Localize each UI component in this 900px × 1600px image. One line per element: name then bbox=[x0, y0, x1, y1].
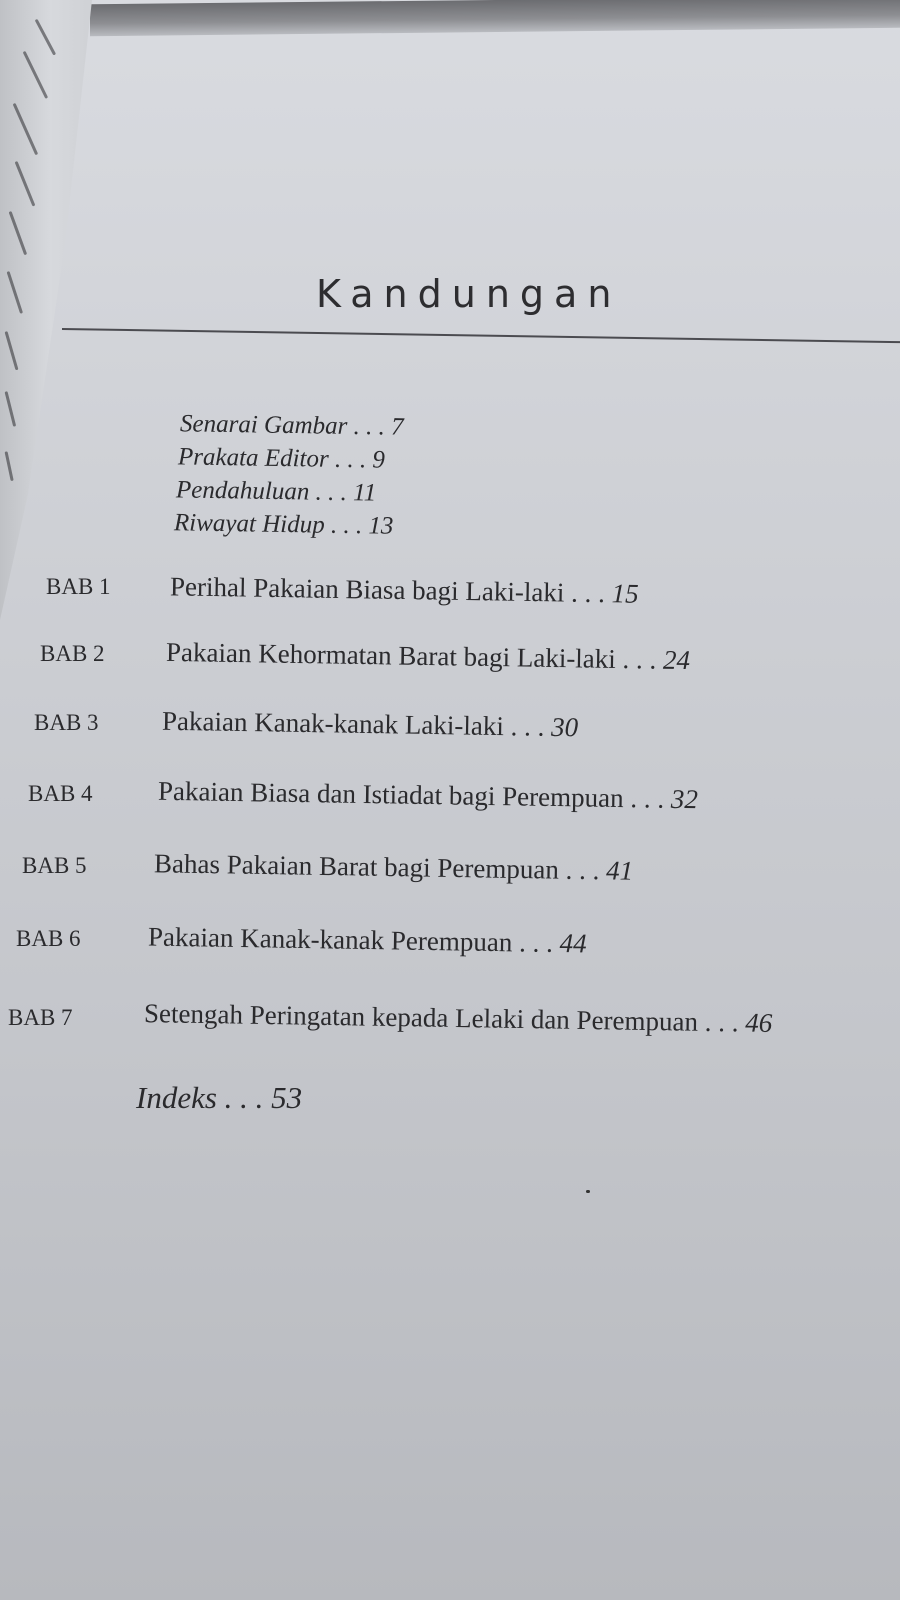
chapter-page-number: 30 bbox=[550, 711, 579, 743]
chapter-label: BAB 6 bbox=[16, 926, 81, 951]
chapter-label: BAB 3 bbox=[34, 710, 99, 735]
chapter-page-number: 44 bbox=[559, 928, 587, 959]
front-matter-entry: Senarai Gambar . . . 7 bbox=[179, 410, 404, 441]
chapter-title-text: Pakaian Kanak-kanak Perempuan . . . bbox=[147, 921, 554, 958]
chapter-title-text: Pakaian Kehormatan Barat bagi Laki-laki . . . bbox=[165, 636, 657, 675]
chapter-title bbox=[148, 922, 587, 960]
chapter-title-text: Bahas Pakaian Barat bagi Perempuan . . . bbox=[153, 848, 600, 886]
facing-page-text-fragments bbox=[6, 10, 76, 530]
chapter-label: BAB 1 bbox=[46, 574, 111, 599]
chapter-page-number: 32 bbox=[670, 783, 699, 815]
chapter-label: BAB 7 bbox=[8, 1005, 73, 1030]
chapter-title bbox=[158, 776, 698, 815]
front-matter-entry: Pendahuluan . . . 11 bbox=[175, 476, 377, 507]
chapter-title-text: Pakaian Biasa dan Istiadat bagi Perempuan . . . bbox=[157, 775, 665, 814]
chapter-title bbox=[166, 637, 691, 676]
chapter-title bbox=[170, 571, 639, 609]
paper-speck bbox=[586, 1190, 590, 1193]
chapter-page-number: 46 bbox=[745, 1007, 773, 1038]
front-matter-entry: Riwayat Hidup . . . 13 bbox=[173, 509, 394, 540]
chapter-title-text: Pakaian Kanak-kanak Laki-laki . . . bbox=[161, 705, 545, 742]
facing-page-shadow bbox=[90, 0, 900, 36]
chapter-title bbox=[154, 848, 634, 887]
chapter-label: BAB 2 bbox=[40, 641, 105, 666]
facing-page-edge bbox=[0, 0, 92, 620]
chapter-page-number: 15 bbox=[611, 578, 639, 609]
chapter-title-text: Setengah Peringatan kepada Lelaki dan Perempuan . . . bbox=[143, 998, 739, 1038]
index-entry: Indeks . . . 53 bbox=[136, 1080, 303, 1115]
page-title: Kandungan bbox=[316, 272, 622, 316]
chapter-label: BAB 4 bbox=[28, 781, 93, 806]
chapter-page-number: 24 bbox=[662, 644, 691, 676]
chapter-title bbox=[144, 998, 773, 1039]
chapter-title bbox=[162, 706, 579, 744]
chapter-page-number: 41 bbox=[605, 855, 634, 886]
chapter-title-text: Perihal Pakaian Biasa bagi Laki-laki . . . bbox=[169, 571, 606, 609]
front-matter-entry: Prakata Editor . . . 9 bbox=[177, 443, 386, 474]
title-rule bbox=[62, 328, 900, 343]
chapter-label: BAB 5 bbox=[22, 853, 87, 878]
